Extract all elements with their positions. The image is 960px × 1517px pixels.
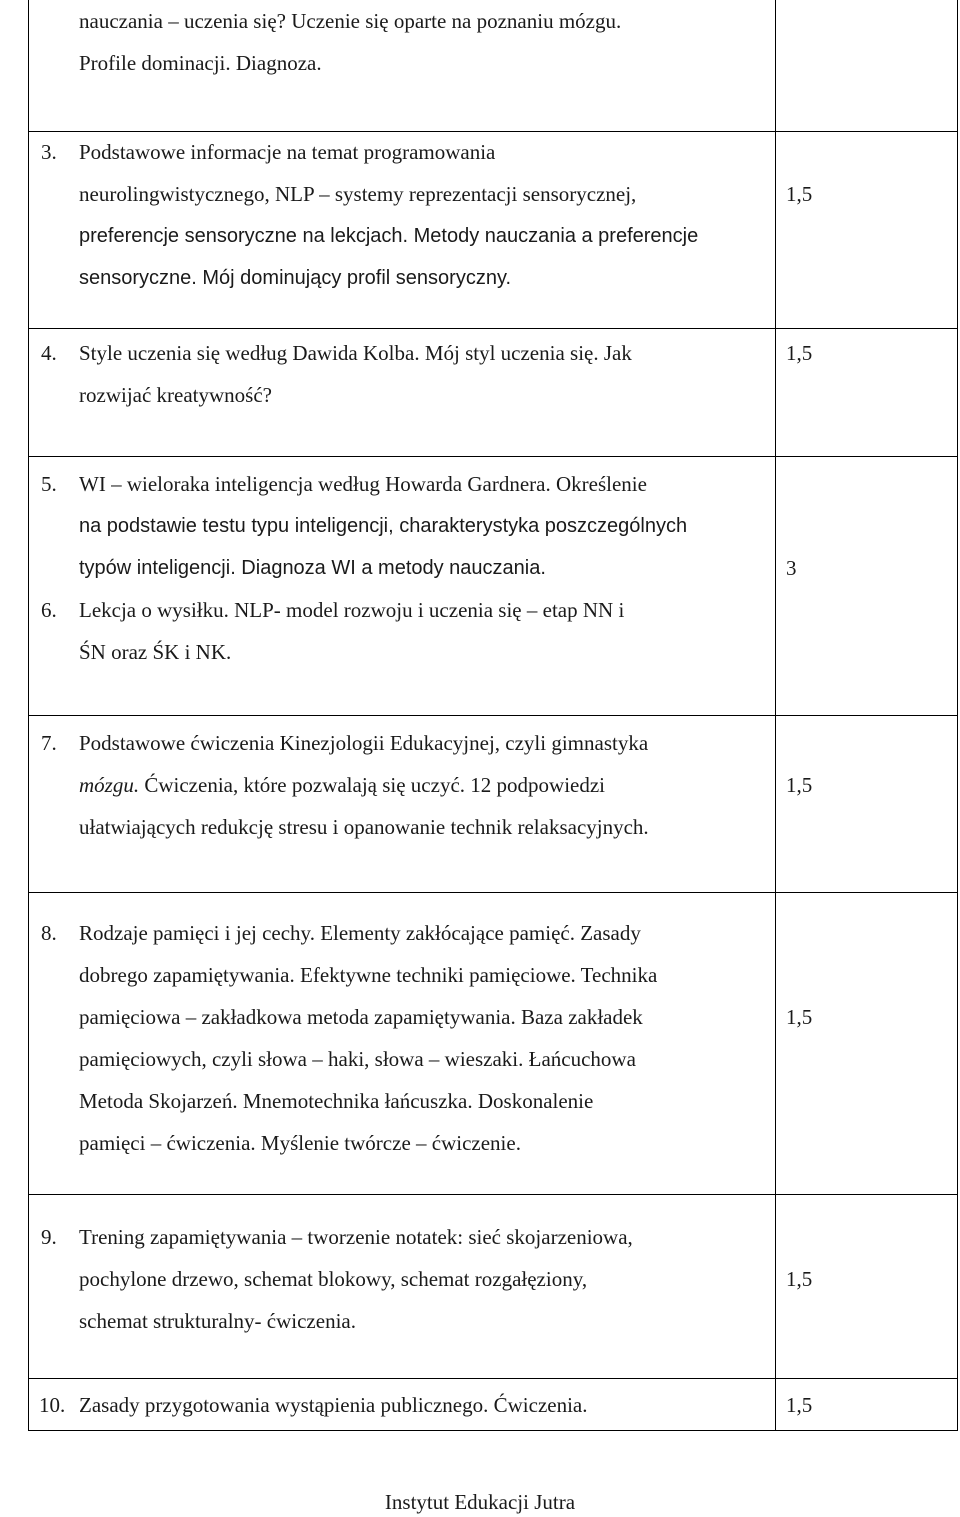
topic-line-text: Ćwiczenia, które pozwalają się uczyć. 12 podpowiedzi [139,773,606,797]
item-number: 6. [41,598,57,622]
topic-line: Zasady przygotowania wystąpienia publicznego. Ćwiczenia. [79,1393,588,1417]
topic-line: Lekcja o wysiłku. NLP- model rozwoju i uczenia się – etap NN i [79,598,625,622]
topic-line: preferencje sensoryczne na lekcjach. Metody nauczania a preferencje [79,225,699,247]
topic-line: Style uczenia się według Dawida Kolba. Mój styl uczenia się. Jak [79,341,632,365]
topic-line: Profile dominacji. Diagnoza. [79,51,322,75]
topic-line: pamięciowa – zakładkowa metoda zapamiętywania. Baza zakładek [79,1005,643,1029]
topic-cell [29,893,776,1195]
topic-line: na podstawie testu typu inteligencji, charakterystyka poszczególnych [79,515,688,537]
topic-cell [29,1195,776,1379]
topic-line: WI – wieloraka inteligencja według Howarda Gardnera. Określenie [79,472,647,496]
topic-line: Podstawowe informacje na temat programowania [79,140,496,164]
item-number: 10. [39,1393,66,1417]
topic-line: dobrego zapamiętywania. Efektywne techniki pamięciowe. Technika [79,963,658,987]
hours-cell [776,132,958,329]
hours-cell [776,716,958,893]
item-number: 9. [41,1225,57,1249]
topic-line: rozwijać kreatywność? [79,383,272,407]
topic-line: nauczania – uczenia się? Uczenie się oparte na poznaniu mózgu. [79,9,622,33]
topic-line: Podstawowe ćwiczenia Kinezjologii Edukacyjnej, czyli gimnastyka [79,731,649,755]
topic-cell [29,0,776,132]
topic-cell [29,1379,776,1431]
topic-line: typów inteligencji. Diagnoza WI a metody nauczania. [79,557,546,579]
item-number: 7. [41,731,57,755]
syllabus-table [28,0,958,1431]
hours-cell [776,1379,958,1431]
hours-value: 1,5 [786,773,813,797]
topic-line: ŚN oraz ŚK i NK. [79,640,232,664]
hours-cell [776,893,958,1195]
topic-cell [29,457,776,716]
topic-line: schemat strukturalny- ćwiczenia. [79,1309,356,1333]
topic-line: Trening zapamiętywania – tworzenie notatek: sieć skojarzeniowa, [79,1225,633,1249]
table-row [29,329,958,457]
hours-cell [776,1195,958,1379]
topic-line [79,775,605,796]
topic-line: sensoryczne. Mój dominujący profil sensoryczny. [79,267,512,289]
topic-line: neurolingwistycznego, NLP – systemy reprezentacji sensorycznej, [79,182,637,206]
footer-institute: Instytut Edukacji Jutra [384,1490,576,1514]
topic-line-italic: mózgu. [79,773,140,797]
item-number: 8. [41,921,57,945]
item-number: 3. [41,140,57,164]
hours-cell [776,457,958,716]
hours-value: 1,5 [786,341,813,365]
hours-cell [776,329,958,457]
topic-line: Rodzaje pamięci i jej cechy. Elementy zakłócające pamięć. Zasady [79,921,641,945]
topic-cell [29,132,776,329]
hours-value: 3 [786,556,797,580]
table-row [29,1379,958,1431]
hours-cell [776,0,958,132]
topic-line: pamięci – ćwiczenia. Myślenie twórcze – ćwiczenie. [79,1131,521,1155]
table-row [29,716,958,893]
topic-line: ułatwiających redukcję stresu i opanowanie technik relaksacyjnych. [79,815,649,839]
hours-value: 1,5 [786,182,813,206]
table-row [29,893,958,1195]
item-number: 5. [41,472,57,496]
topic-cell [29,329,776,457]
item-number: 4. [41,341,57,365]
table-row [29,132,958,329]
topic-line: pochylone drzewo, schemat blokowy, schemat rozgałęziony, [79,1267,588,1291]
topic-cell [29,716,776,893]
table-row [29,0,958,132]
table-row [29,457,958,716]
hours-value: 1,5 [786,1267,813,1291]
hours-value: 1,5 [786,1393,813,1417]
topic-line: pamięciowych, czyli słowa – haki, słowa – wieszaki. Łańcuchowa [79,1047,636,1071]
table-row [29,1195,958,1379]
topic-line: Metoda Skojarzeń. Mnemotechnika łańcuszka. Doskonalenie [79,1089,594,1113]
hours-value: 1,5 [786,1005,813,1029]
